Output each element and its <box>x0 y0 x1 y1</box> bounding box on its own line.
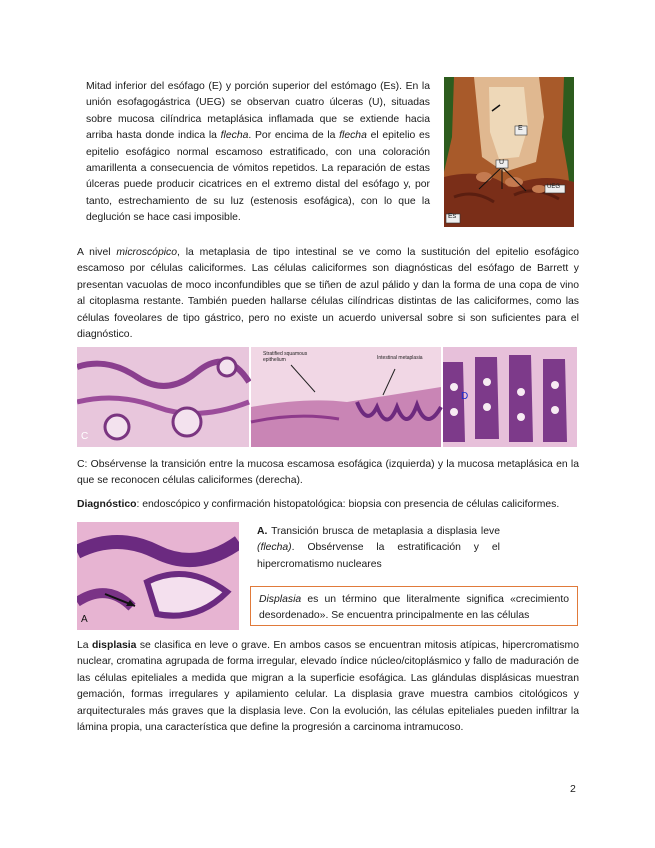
label-u: U <box>499 159 505 166</box>
dysplasia-illustration <box>77 522 239 630</box>
histology-illustration <box>77 347 577 447</box>
text-run: La <box>77 640 92 651</box>
text-run: el epitelio es epitelio esofágico normal escamoso estratificado, con una coloración amarillenta a consecuencia de vómitos repetidos. La reparación de estas úlceras puede producir cicatrices en el extremo distal del esófago y, por tanto, estrechamiento de su luz (estenosis esofágica), con lo que la deglución se hace casi imposible. <box>86 130 430 224</box>
text-run-italic: flecha <box>339 130 367 142</box>
page-number: 2 <box>570 783 576 795</box>
intro-paragraph <box>86 79 430 227</box>
text-run-italic: Displasia <box>259 594 302 605</box>
macroscopic-esophagus-image <box>444 77 574 227</box>
text-run-bold: displasia <box>91 640 137 651</box>
dysplasia-image <box>77 522 239 630</box>
text-run: . Por encima de la <box>248 130 340 142</box>
microscopic-paragraph <box>77 245 579 343</box>
label-d: D <box>461 391 469 402</box>
text-run: es un término que literalmente significa «crecimiento desordenado». Se encuentra principalmente en las células <box>259 594 569 622</box>
dysplasia-caption <box>257 524 500 573</box>
text-run: A nivel <box>77 247 117 258</box>
macroscopic-illustration <box>444 77 574 227</box>
text-run: . Obsérvense la estratificación y el hipercromatismo nucleares <box>257 542 500 570</box>
label-e: E <box>518 125 523 132</box>
histology-strip <box>77 347 577 447</box>
diagnosis-text: : endoscópico y confirmación histopatológica: biopsia con presencia de células caliciformes. <box>136 499 560 510</box>
histology-caption: C: Obsérvense la transición entre la mucosa escamosa esofágica (izquierda) y la mucosa metaplásica en la que se reconocen células caliciformes (derecha). <box>77 459 579 487</box>
label-es: Es <box>448 213 457 220</box>
text-run-italic: microscópico <box>116 247 178 258</box>
label-metaplasia: Intestinal metaplasia <box>377 355 423 361</box>
caption-label: A. <box>257 526 268 537</box>
label-c: C <box>81 431 89 442</box>
diagnosis-label: Diagnóstico <box>77 499 137 510</box>
label-ueg: UEG <box>547 184 561 190</box>
dysplasia-paragraph <box>77 638 579 736</box>
text-run: Transición brusca de metaplasia a displasia leve <box>267 526 500 537</box>
text-run-italic: flecha <box>220 130 249 142</box>
label-a: A <box>81 614 88 625</box>
text-run: Mitad inferior del esófago (E) y porción superior del estómago (Es). En la unión esofagogástrica (UEG) se observan cuatro úlceras (U), situadas sobre mucosa cilíndrica metaplásica inflamada que se extiende hacia arriba hasta donde indica la <box>86 81 430 142</box>
text-run-italic: (flecha) <box>257 542 292 554</box>
diagnosis-line <box>77 497 579 513</box>
text-run: se clasifica en leve o grave. En ambos casos se encuentran mitosis atípicas, hipercromatismo nuclear, cromatina agrupada de forma irregular, elevado índice núcleo/citoplásmico y fallo de maduración de las células epiteliales a medida que migran a la superficie esofágica. Las glándulas displásicas muestran gemación, formas irregulares y apilamiento celular. La displasia grave muestra cambios citológicos y arquitecturales más graves que la displasia leve. Con la evolución, las células epiteliales pueden infiltrar la lámina propia, una característica que define la progresión a carcinoma intramucoso. <box>77 640 579 734</box>
definition-box <box>250 586 578 626</box>
label-squamous: Stratified squamous epithelium <box>263 351 308 363</box>
text-run: , la metaplasia de tipo intestinal se ve como la sustitución del epitelio esofágico escamoso por células caliciformes. Las células caliciformes son diagnósticas del esófago de Barrett y presentan vacuolas de moco inconfundibles que se tiñen de azul pálido y dan la forma de una copa de vino al citoplasma restante. También pueden hallarse células cilíndricas distintas de las caliciformes, como las células foveolares de tipo gástrico, pero no existe un acuerdo universal sobre si son suficientes para el diagnóstico. <box>77 247 579 341</box>
